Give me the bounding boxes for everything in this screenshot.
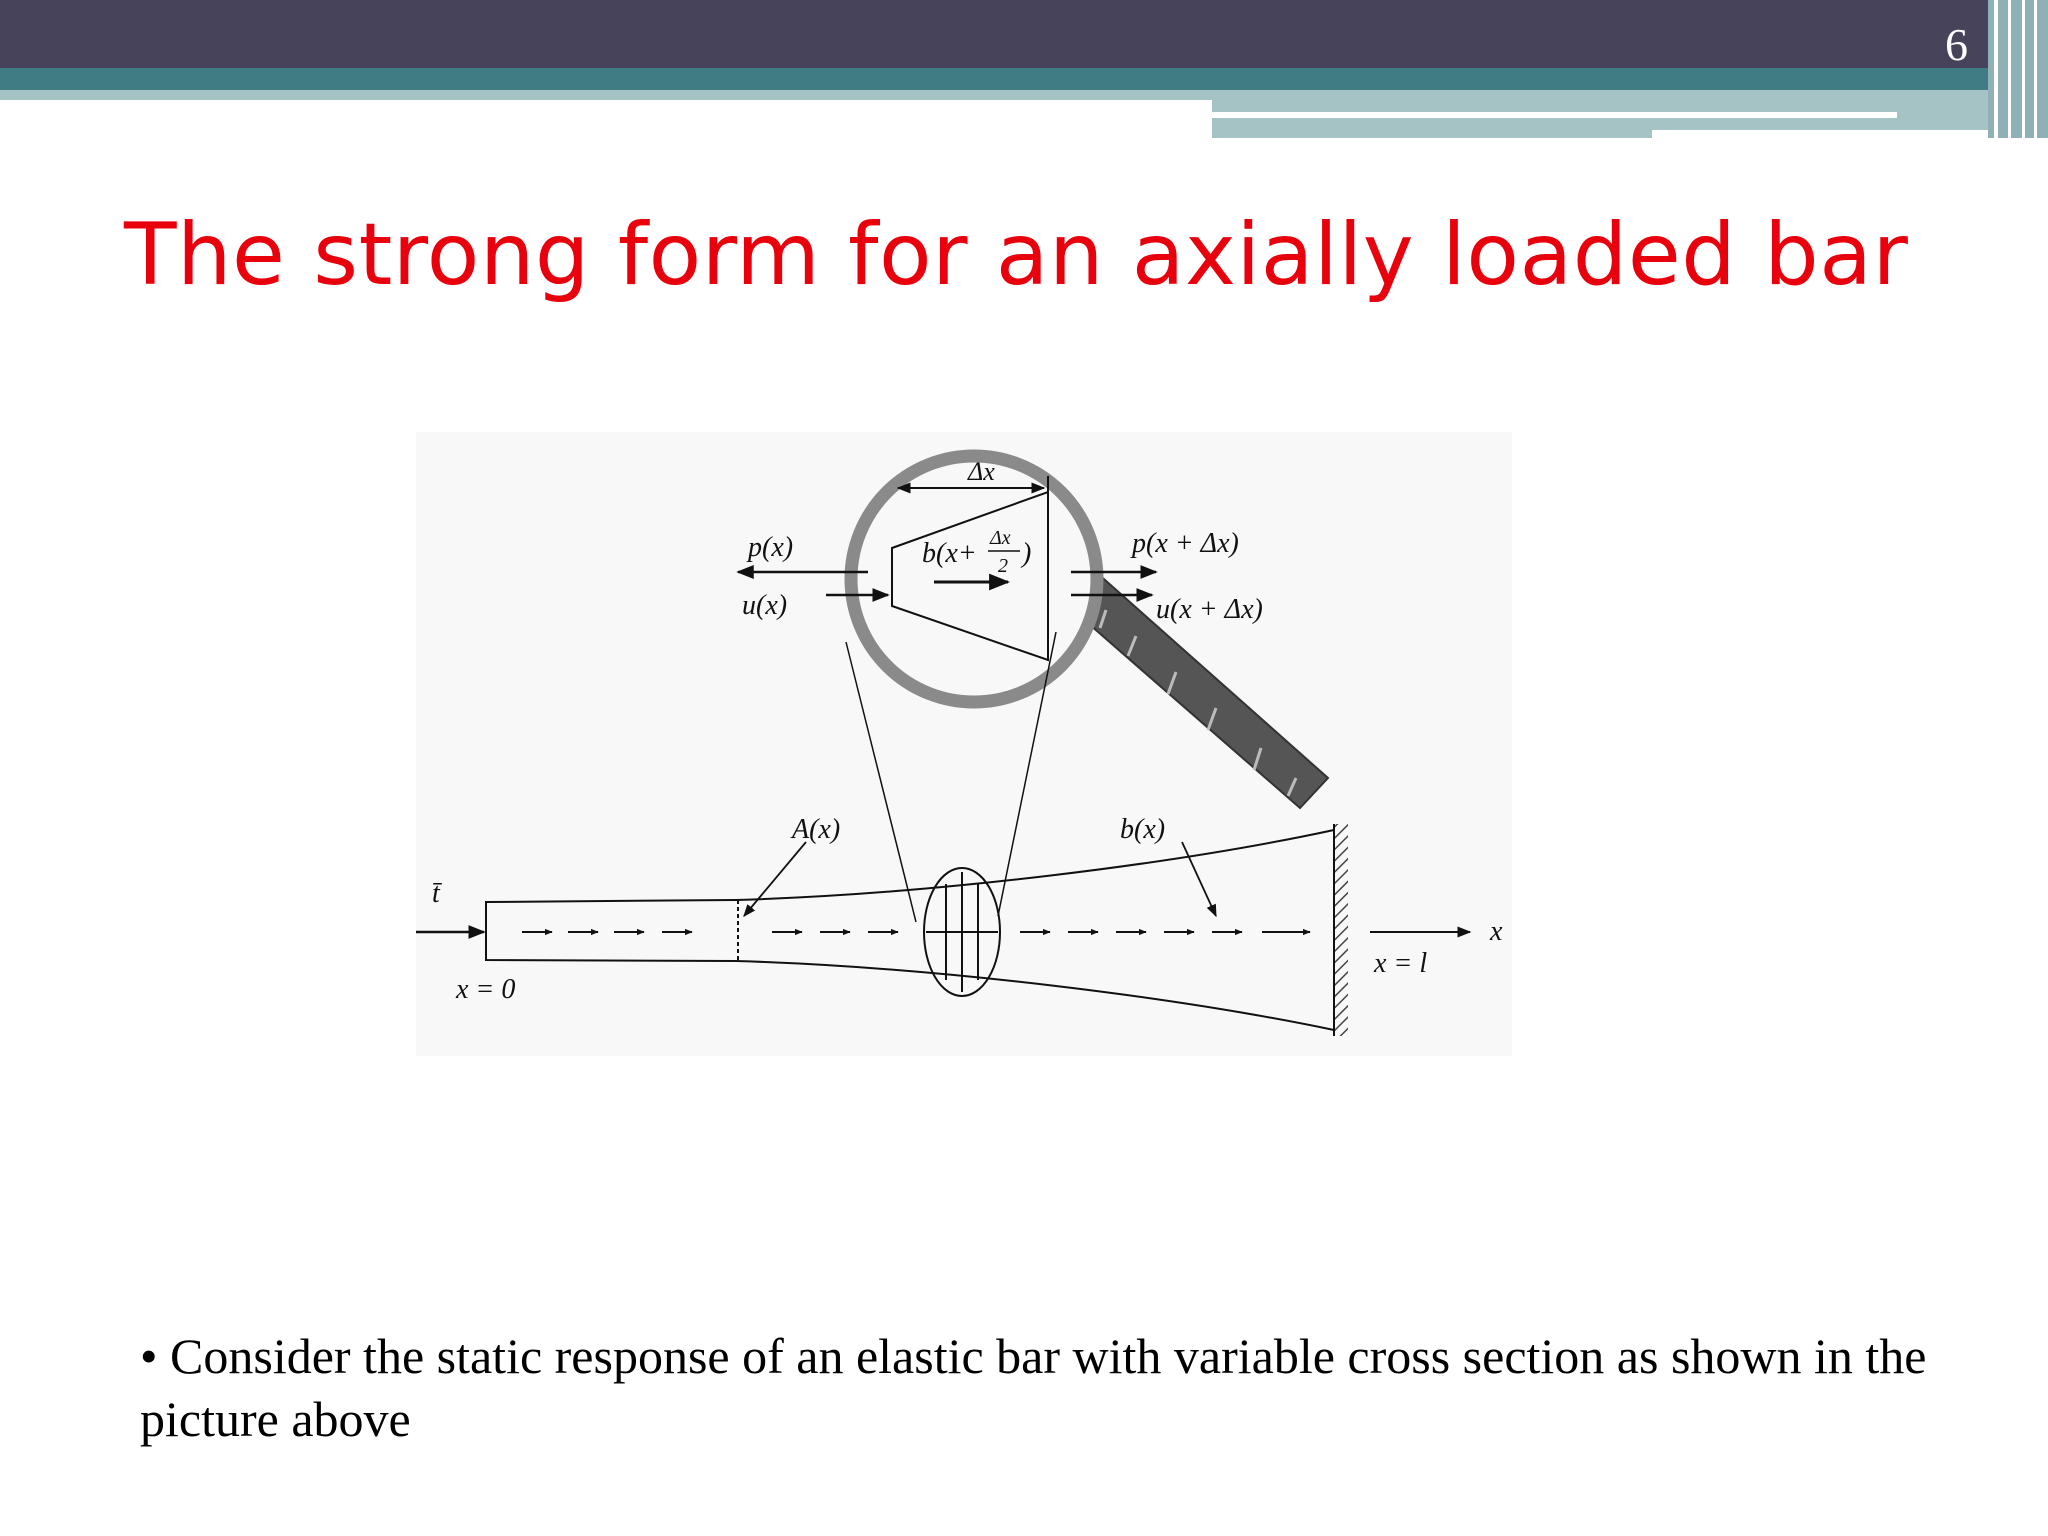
bullet-text: Consider the static response of an elastic bar with variable cross section as shown in the picture above bbox=[140, 1328, 1927, 1447]
label-b-mid-suffix: ) bbox=[1022, 538, 1032, 569]
header-right-line-2 bbox=[1652, 130, 2012, 138]
header-light-band bbox=[0, 90, 1212, 100]
header-teal-band bbox=[0, 68, 2048, 90]
slide-title: The strong form for an axially loaded bar bbox=[124, 205, 1909, 305]
header-strip-line-2 bbox=[2008, 0, 2011, 138]
bullet-point bbox=[140, 1325, 1940, 1451]
header-bar bbox=[0, 0, 2048, 68]
label-delta-x: Δx bbox=[968, 457, 995, 486]
label-u-x-dx: u(x + Δx) bbox=[1156, 594, 1263, 625]
magnifier-lens bbox=[851, 456, 1097, 702]
bar-outline bbox=[486, 830, 1334, 1030]
page-number: 6 bbox=[1945, 19, 1968, 70]
bar-figure bbox=[416, 432, 1512, 1056]
header-strip-line-1 bbox=[1994, 0, 1998, 138]
label-b-mid-prefix: b(x+ bbox=[922, 538, 977, 569]
label-x-zero: x = 0 bbox=[456, 974, 516, 1005]
label-A-x: A(x) bbox=[792, 814, 841, 845]
label-x-axis: x bbox=[1490, 916, 1503, 947]
label-b-mid-den: 2 bbox=[998, 555, 1008, 577]
label-p-x: p(x) bbox=[748, 532, 794, 563]
header-right-line bbox=[1212, 112, 1897, 118]
bar-diagram bbox=[416, 432, 1512, 1056]
header-strip-line-3 bbox=[2022, 0, 2025, 138]
label-x-l: x = l bbox=[1374, 948, 1428, 979]
header-strip-line-4 bbox=[2034, 0, 2037, 138]
fixed-wall bbox=[1334, 824, 1348, 1036]
label-b-x: b(x) bbox=[1120, 814, 1166, 845]
label-p-x-dx: p(x + Δx) bbox=[1132, 528, 1239, 559]
bullet-marker: • bbox=[140, 1328, 158, 1384]
label-t-bar: t̄ bbox=[432, 878, 440, 909]
label-u-x: u(x) bbox=[742, 590, 788, 621]
label-b-mid-num: Δx bbox=[990, 527, 1011, 549]
